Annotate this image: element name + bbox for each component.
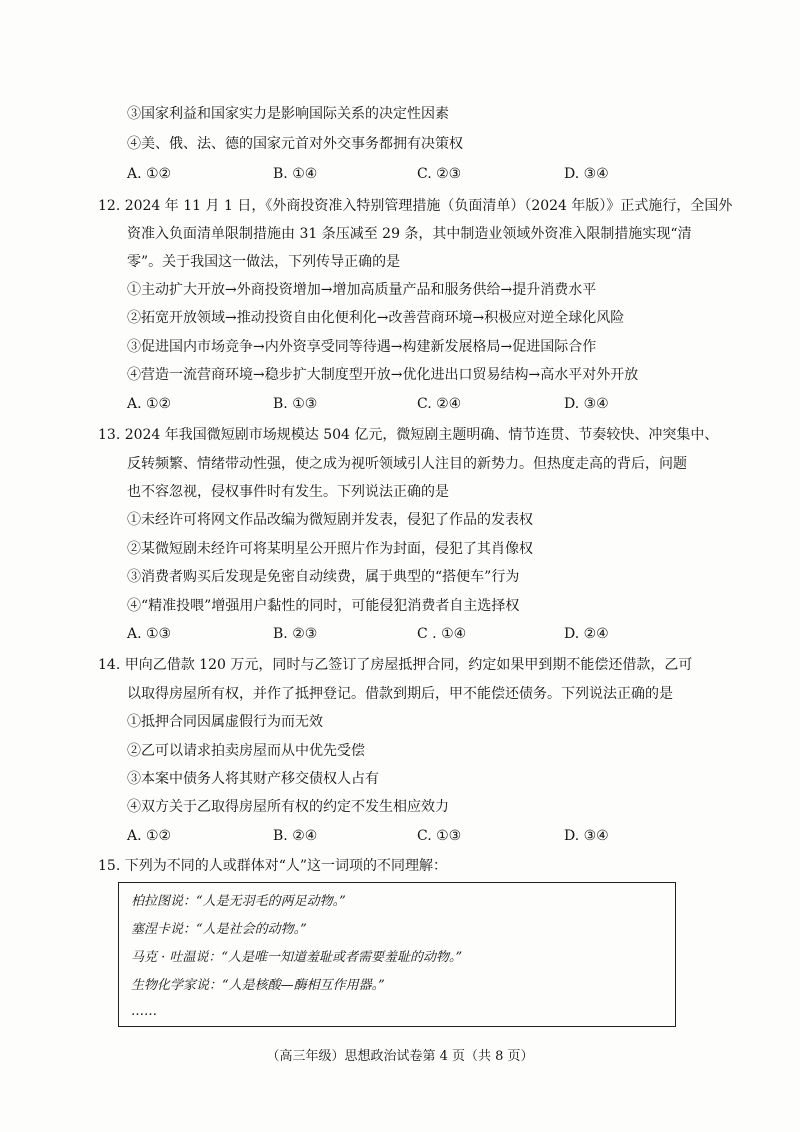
q13-item-3: ③消费者购买后发现是免密自动续费，属于典型的“搭便车”行为 — [127, 569, 520, 585]
q13-option-a[interactable]: A. ①③ — [127, 626, 172, 642]
quote-biochemist: 生物化学家说：“人是核酸—酶相互作用器。” — [131, 978, 385, 993]
q13-option-d[interactable]: D. ②④ — [564, 626, 609, 642]
quote-seneca: 塞涅卡说：“人是社会的动物。” — [131, 922, 307, 937]
quote-mark-twain: 马克 · 吐温说：“人是唯一知道羞耻或者需要羞耻的动物。” — [131, 950, 463, 965]
q12-option-c[interactable]: C. ②④ — [417, 396, 462, 412]
q12-stem-line-1: 12. 2024 年 11 月 1 日，《外商投资准入特别管理措施（负面清单）（2024 年版）》正式施行，全国外 — [98, 198, 733, 214]
q13-item-1: ①未经许可将网文作品改编为微短剧并发表，侵犯了作品的发表权 — [127, 512, 533, 528]
q13-item-4: ④“精准投喂”增强用户黏性的同时，可能侵犯消费者自主选择权 — [127, 598, 520, 614]
q13-stem-line-3: 也不容忽视，侵权事件时有发生。下列说法正确的是 — [127, 484, 449, 500]
q12-options — [127, 394, 687, 414]
q12-option-d[interactable]: D. ③④ — [564, 396, 609, 412]
q11-option-c[interactable]: C. ②③ — [417, 166, 462, 182]
q14-options — [127, 826, 687, 846]
q13-option-c[interactable]: C . ①④ — [417, 626, 467, 642]
q14-item-2: ②乙可以请求拍卖房屋而从中优先受偿 — [127, 743, 365, 759]
q15-stem: 15. 下列为不同的人或群体对“人”这一词项的不同理解： — [98, 858, 448, 874]
q11-option-d[interactable]: D. ③④ — [564, 166, 609, 182]
q13-stem-line-1: 13. 2024 年我国微短剧市场规模达 504 亿元，微短剧主题明确、情节连贯、节奏较快、冲突集中、 — [98, 427, 719, 443]
q14-stem-line-1: 14. 甲向乙借款 120 万元，同时与乙签订了房屋抵押合同，约定如果甲到期不能偿还借款，乙可 — [98, 657, 693, 673]
q11-item-3: ③国家利益和国家实力是影响国际关系的决定性因素 — [127, 106, 449, 122]
q11-item-4: ④美、俄、法、德的国家元首对外交事务都拥有决策权 — [127, 136, 463, 152]
q14-option-b[interactable]: B. ②④ — [273, 828, 318, 844]
q14-item-4: ④双方关于乙取得房屋所有权的约定不发生相应效力 — [127, 799, 449, 815]
q11-option-a[interactable]: A. ①② — [127, 166, 172, 182]
quote-box — [118, 882, 676, 1027]
q11-options — [127, 164, 687, 184]
q13-stem-line-2: 反转频繁、情绪带动性强，使之成为视听领域引人注目的新势力。但热度走高的背后，问题 — [127, 456, 687, 472]
q11-option-b[interactable]: B. ①④ — [273, 166, 318, 182]
q12-stem-line-3: 零”。关于我国这一做法，下列传导正确的是 — [127, 254, 401, 270]
q14-option-a[interactable]: A. ①② — [127, 828, 172, 844]
q12-item-4: ④营造一流营商环境→稳步扩大制度型开放→优化进出口贸易结构→高水平对外开放 — [127, 367, 639, 383]
q12-item-1: ①主动扩大开放→外商投资增加→增加高质量产品和服务供给→提升消费水平 — [127, 282, 597, 298]
quote-ellipsis: …… — [131, 1004, 157, 1019]
q14-stem-line-2: 以取得房屋所有权，并作了抵押登记。借款到期后，甲不能偿还债务。下列说法正确的是 — [127, 686, 673, 702]
q12-stem-line-2: 资准入负面清单限制措施由 31 条压减至 29 条，其中制造业领域外资准入限制措施实现“清 — [127, 226, 692, 242]
page-footer: （高三年级）思想政治试卷第 4 页（共 8 页） — [266, 1049, 534, 1064]
q13-item-2: ②某微短剧未经许可将某明星公开照片作为封面，侵犯了其肖像权 — [127, 541, 533, 557]
q14-option-d[interactable]: D. ③④ — [564, 828, 609, 844]
q14-item-1: ①抵押合同因属虚假行为而无效 — [127, 714, 323, 730]
q12-option-a[interactable]: A. ①② — [127, 396, 172, 412]
q12-item-3: ③促进国内市场竞争→内外资享受同等待遇→构建新发展格局→促进国际合作 — [127, 339, 597, 355]
q14-option-c[interactable]: C. ①③ — [417, 828, 462, 844]
quote-plato: 柏拉图说：“人是无羽毛的两足动物。” — [131, 894, 346, 909]
q13-option-b[interactable]: B. ②③ — [273, 626, 318, 642]
q12-item-2: ②拓宽开放领域→推动投资自由化便利化→改善营商环境→积极应对逆全球化风险 — [127, 310, 625, 326]
q12-option-b[interactable]: B. ①③ — [273, 396, 318, 412]
q14-item-3: ③本案中债务人将其财产移交债权人占有 — [127, 771, 379, 787]
q13-options — [127, 624, 687, 644]
